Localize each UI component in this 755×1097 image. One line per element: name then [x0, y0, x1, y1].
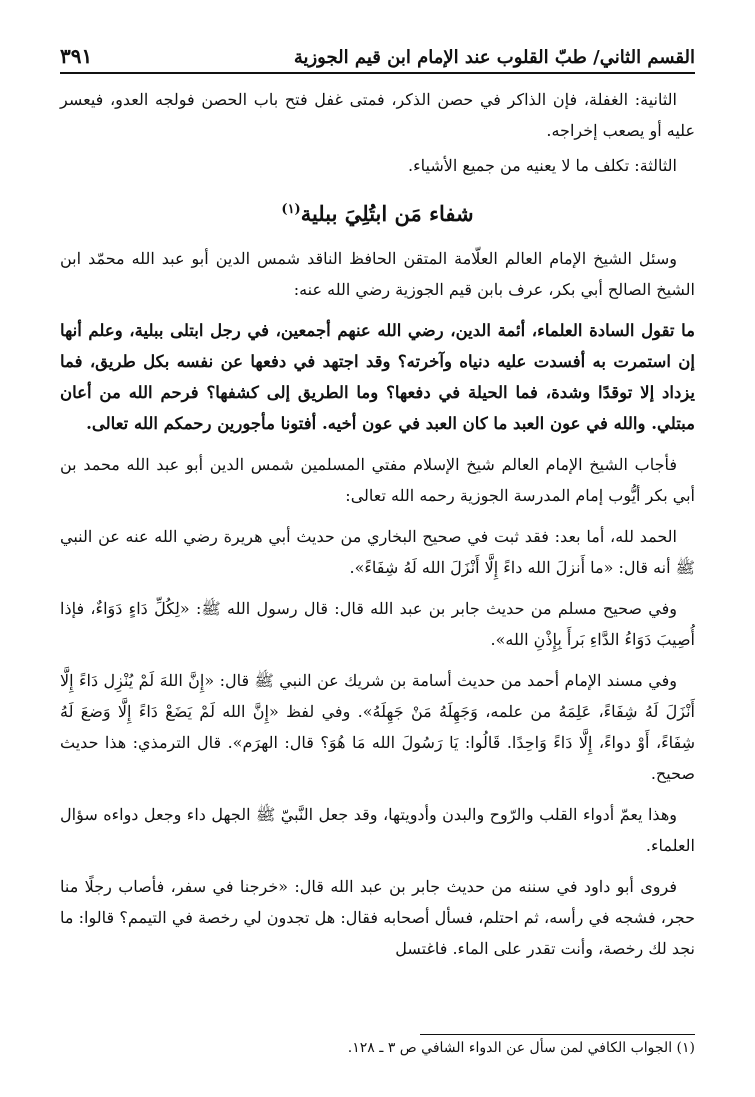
paragraph: فروى أبو داود في سننه من حديث جابر بن عبد الله قال: «خرجنا في سفر، فأصاب رجلًا منا حجر، فشجه في رأسه، ثم احتلم، فسأل أصحابه فقال: هل تجدون لي رخصة في التيمم؟ قالوا: ما نجد لك رخصة، وأنت تقدر على الماء. فاغتسل — [60, 877, 695, 958]
paragraph: الحمد لله، أما بعد: فقد ثبت في صحيح البخاري من حديث أبي هريرة رضي الله عنه عن النبي ﷺ أنه قال: «ما أَنزلَ الله داءً إِلَّا أَنْزَلَ الله لَهُ شِفَاءً». — [60, 527, 695, 577]
paragraph: الثانية: الغفلة، فإن الذاكر في حصن الذكر، فمتى غفل فتح باب الحصن فولجه العدو، فيعسر عليه أو يصعب إخراجه. — [60, 90, 695, 140]
page-header — [60, 38, 695, 74]
page-number: ٣٩١ — [60, 44, 93, 68]
question-paragraph: ما تقول السادة العلماء، أئمة الدين، رضي الله عنهم أجمعين، في رجل ابتلى ببلية، وعلم أنها إن استمرت به أفسدت عليه دنياه وآخرته؟ وقد اجتهد في دفعها عن نفسه بكل طريق، فما يزداد إلا توقدًا وشدة، فما الحيلة في دفعها؟ وما الطريق إلى كشفها؟ فرحم الله من أعان مبتلي. والله في عون العبد ما كان العبد في عون أخيه. أفتونا مأجورين رحمكم الله تعالى. — [60, 321, 695, 433]
paragraph: وهذا يعمّ أدواء القلب والرّوح والبدن وأدويتها، وقد جعل النَّبيّ ﷺ الجهل داء وجعل دواءه سؤال العلماء. — [60, 805, 695, 855]
paragraph: وفي مسند الإمام أحمد من حديث أسامة بن شريك عن النبي ﷺ قال: «إِنَّ اللهَ لَمْ يُنْزِل دَاءً إِلَّا أَنْزَلَ لَهُ شِفَاءً، عَلِمَهُ من علمه، وَجَهِلَهُ مَنْ جَهِلَهُ». وفي لفظ «إِنَّ الله لَمْ يَضَعْ دَاءً إِلَّا وَضعَ لَهُ شِفَاءً، أَوْ دواءً، إِلَّا دَاءً وَاحِدًا. قَالُوا: يَا رَسُولَ الله مَا هُوَ؟ قال: الهرَم». قال الترمذي: هذا حديث صحيح. — [60, 671, 695, 783]
footnote: (١) الجواب الكافي لمن سأل عن الدواء الشافي ص ٣ ـ ١٢٨. — [347, 1040, 695, 1056]
paragraph: وسئل الشيخ الإمام العالم العلّامة المتقن الحافظ الناقد شمس الدين أبو عبد الله محمّد ابن الشيخ الصالح أبي بكر، عرف بابن قيم الجوزية رضي الله عنه: — [60, 249, 695, 299]
running-head: القسم الثاني/ طبّ القلوب عند الإمام ابن قيم الجوزية — [293, 47, 695, 68]
footnote-marker: (١) — [281, 202, 301, 217]
footnote-divider — [420, 1034, 695, 1035]
paragraph: فأجاب الشيخ الإمام العالم شيخ الإسلام مفتي المسلمين شمس الدين أبو عبد الله محمد بن أبي بكر أيُّوب إمام المدرسة الجوزية رحمه الله تعالى: — [60, 455, 695, 505]
paragraph: الثالثة: تكلف ما لا يعنيه من جميع الأشياء. — [408, 156, 677, 175]
page-body — [60, 84, 695, 974]
section-heading — [60, 191, 695, 233]
paragraph: وفي صحيح مسلم من حديث جابر بن عبد الله قال: قال رسول الله ﷺ: «لِكُلِّ دَاءٍ دَوَاءٌ، فإذا أُصِيبَ دَوَاءُ الدَّاءِ بَرأَ بِإِذْنِ الله». — [60, 599, 695, 649]
section-heading-text: شفاء مَن ابتُلِيَ ببلية — [300, 201, 474, 226]
